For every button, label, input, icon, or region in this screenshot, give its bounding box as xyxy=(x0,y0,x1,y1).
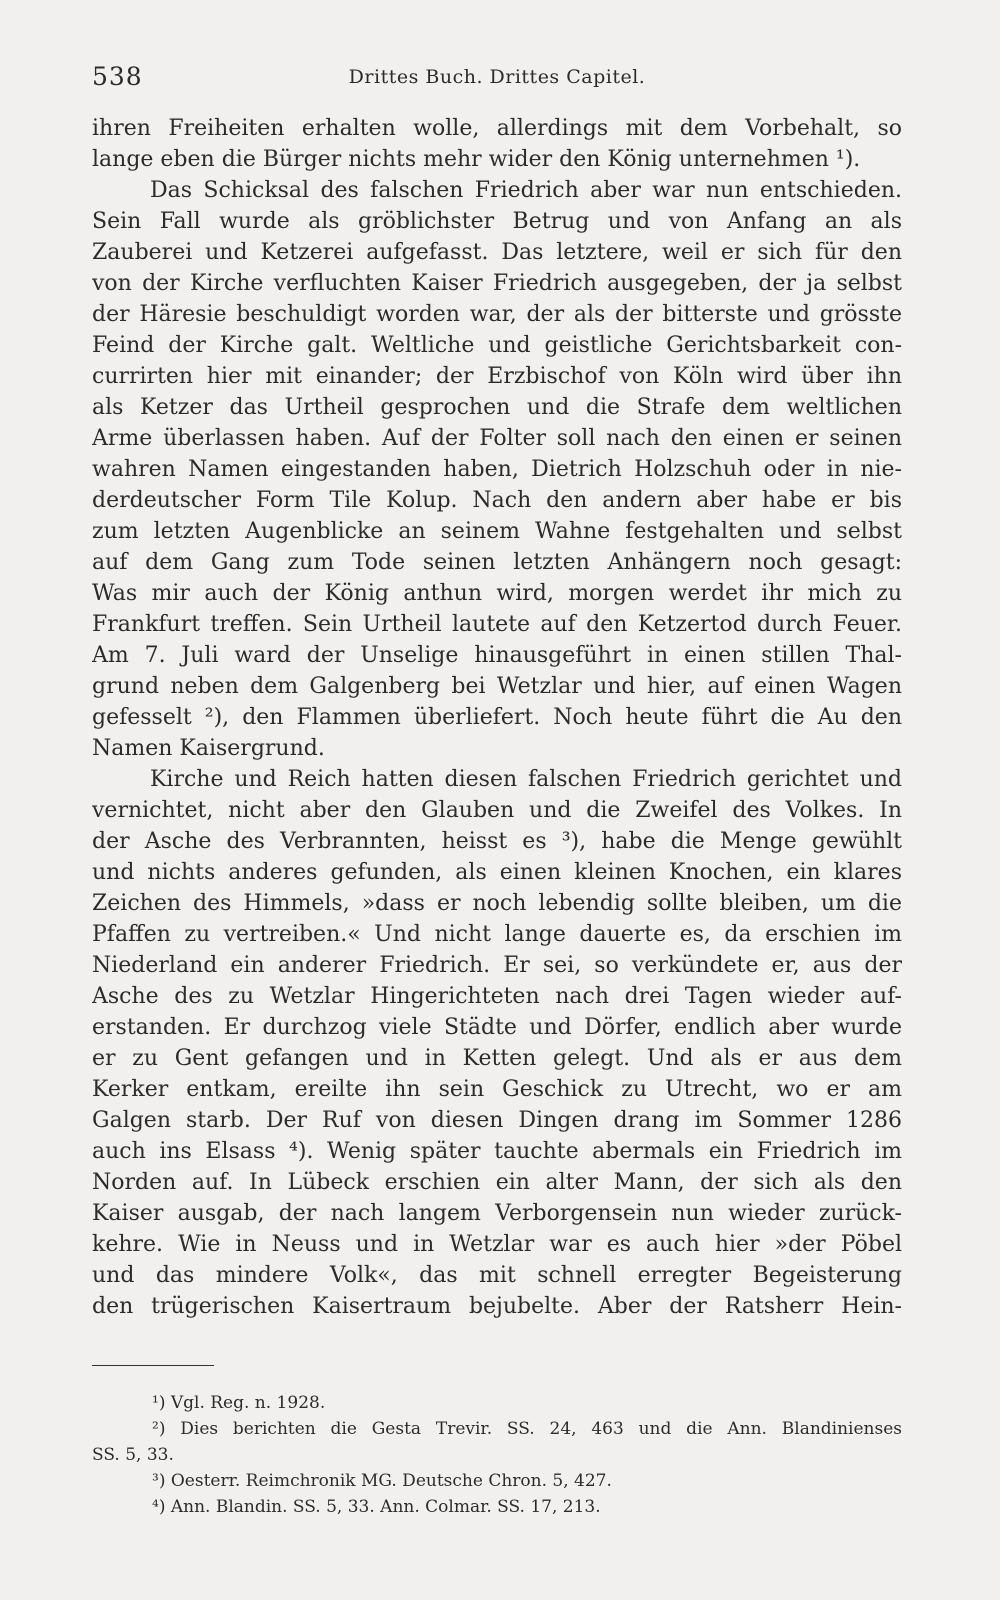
text-line: Norden auf. In Lübeck erschien ein alter Mann, der sich als den xyxy=(92,1170,902,1195)
text-line: von der Kirche verfluchten Kaiser Friedrich ausgegeben, der ja selbst xyxy=(92,271,902,296)
text-line: der Häresie beschuldigt worden war, der als der bitterste und grösste xyxy=(92,302,902,327)
text-line: auf dem Gang zum Tode seinen letzten Anhängern noch gesagt: xyxy=(92,550,902,575)
footnote-line: ³) Oesterr. Reimchronik MG. Deutsche Chron. 5, 427. xyxy=(152,1471,612,1491)
text-line: Namen Kaisergrund. xyxy=(92,736,325,761)
page-header xyxy=(92,62,902,94)
running-head: Drittes Buch. Drittes Capitel. xyxy=(348,66,646,88)
text-line: currirten hier mit einander; der Erzbischof von Köln wird über ihn xyxy=(92,364,902,389)
text-line: Zauberei und Ketzerei aufgefasst. Das letztere, weil er sich für den xyxy=(92,240,902,265)
text-line: gefesselt ²), den Flammen überliefert. Noch heute führt die Au den xyxy=(92,705,902,730)
text-line: Frankfurt treffen. Sein Urtheil lautete auf den Ketzertod durch Feuer. xyxy=(92,612,902,637)
footnote-line: ¹) Vgl. Reg. n. 1928. xyxy=(152,1393,326,1413)
text-line: Was mir auch der König anthun wird, morgen werdet ihr mich zu xyxy=(92,581,902,606)
text-line: Kaiser ausgab, der nach langem Verborgensein nun wieder zurück- xyxy=(92,1201,902,1226)
text-line: Feind der Kirche galt. Weltliche und geistliche Gerichtsbarkeit con- xyxy=(92,333,902,358)
text-line: Galgen starb. Der Ruf von diesen Dingen drang im Sommer 1286 xyxy=(92,1108,902,1133)
text-line: kehre. Wie in Neuss und in Wetzlar war es auch hier »der Pöbel xyxy=(92,1232,902,1257)
text-line: er zu Gent gefangen und in Ketten gelegt. Und als er aus dem xyxy=(92,1046,902,1071)
footnote-line: ²) Dies berichten die Gesta Trevir. SS. 24, 463 und die Ann. Blandinienses xyxy=(152,1419,902,1439)
text-line: erstanden. Er durchzog viele Städte und Dörfer, endlich aber wurde xyxy=(92,1015,902,1040)
text-line: wahren Namen eingestanden haben, Dietrich Holzschuh oder in nie- xyxy=(92,457,902,482)
footnote-line: ⁴) Ann. Blandin. SS. 5, 33. Ann. Colmar. SS. 17, 213. xyxy=(152,1497,601,1517)
text-line: Zeichen des Himmels, »dass er noch lebendig sollte bleiben, um die xyxy=(92,891,902,916)
text-line: ihren Freiheiten erhalten wolle, allerdings mit dem Vorbehalt, so xyxy=(92,116,902,141)
text-line: Kerker entkam, ereilte ihn sein Geschick zu Utrecht, wo er am xyxy=(92,1077,902,1102)
text-line: derdeutscher Form Tile Kolup. Nach den andern aber habe er bis xyxy=(92,488,902,513)
text-line: Niederland ein anderer Friedrich. Er sei, so verkündete er, aus der xyxy=(92,953,902,978)
text-line: vernichtet, nicht aber den Glauben und die Zweifel des Volkes. In xyxy=(92,798,902,823)
text-line: Asche des zu Wetzlar Hingerichteten nach drei Tagen wieder auf- xyxy=(92,984,902,1009)
footnote-divider xyxy=(92,1365,214,1366)
text-line: Sein Fall wurde als gröblichster Betrug und von Anfang an als xyxy=(92,209,902,234)
text-line: Das Schicksal des falschen Friedrich aber war nun entschieden. xyxy=(150,178,902,203)
text-line: auch ins Elsass ⁴). Wenig später tauchte abermals ein Friedrich im xyxy=(92,1139,902,1164)
text-line: Am 7. Juli ward der Unselige hinausgeführt in einen stillen Thal- xyxy=(92,643,902,668)
text-line: und nichts anderes gefunden, als einen kleinen Knochen, ein klares xyxy=(92,860,902,885)
body-text xyxy=(92,113,902,1322)
text-line: der Asche des Verbrannten, heisst es ³), habe die Menge gewühlt xyxy=(92,829,902,854)
text-line: und das mindere Volk«, das mit schnell erregter Begeisterung xyxy=(92,1263,902,1288)
text-line: zum letzten Augenblicke an seinem Wahne festgehalten und selbst xyxy=(92,519,902,544)
text-line: grund neben dem Galgenberg bei Wetzlar und hier, auf einen Wagen xyxy=(92,674,902,699)
text-line: als Ketzer das Urtheil gesprochen und die Strafe dem weltlichen xyxy=(92,395,902,420)
text-line: Pfaffen zu vertreiben.« Und nicht lange dauerte es, da erschien im xyxy=(92,922,902,947)
text-line: Arme überlassen haben. Auf der Folter soll nach den einen er seinen xyxy=(92,426,902,451)
text-line: den trügerischen Kaisertraum bejubelte. Aber der Ratsherr Hein- xyxy=(92,1294,902,1319)
text-line: Kirche und Reich hatten diesen falschen Friedrich gerichtet und xyxy=(150,767,902,792)
text-line: lange eben die Bürger nichts mehr wider den König unternehmen ¹). xyxy=(92,147,861,172)
footnote-line: SS. 5, 33. xyxy=(92,1445,174,1465)
footnotes xyxy=(92,1390,902,1520)
page-number: 538 xyxy=(92,62,143,91)
